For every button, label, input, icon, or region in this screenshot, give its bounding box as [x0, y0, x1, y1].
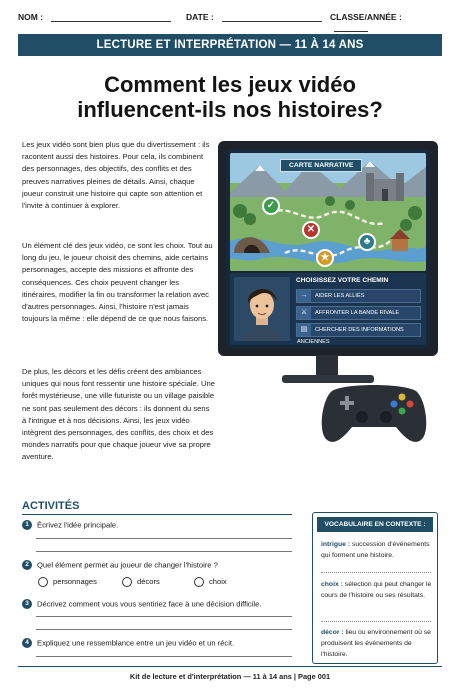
monitor-illustration: [218, 141, 438, 356]
answer-line[interactable]: [36, 629, 292, 630]
activities-divider: [22, 514, 292, 515]
question-text: Expliquez une ressemblance entre un jeu vidéo et un récit.: [37, 638, 235, 648]
choose-title: CHOISISSEZ VOTRE CHEMIN: [296, 277, 389, 284]
question-4: [22, 638, 292, 648]
option-help-allies[interactable]: [296, 289, 421, 303]
paragraph-1: Les jeux vidéo sont bien plus que du divertissement : ils racontent aussi des histoires. Pour cela, ils combinent des personnages, des objectifs, des conflits et des preuves narratives pleines de détails. Ainsi, chaque joueur construit une histoire qui capte son attention et l'invite à continuer à explorer.: [22, 140, 210, 211]
vocab-term: décor :: [321, 629, 344, 636]
question-1: [22, 520, 292, 530]
vocab-term: choix :: [321, 581, 343, 588]
footer-divider: [18, 666, 442, 667]
option-fight-rivals[interactable]: [296, 306, 421, 320]
choice-decors[interactable]: [122, 577, 160, 587]
question-text: Décrivez comment vous vous sentiriez face à une décision difficile.: [37, 599, 262, 609]
map-label: CARTE NARRATIVE: [280, 159, 362, 172]
radio-circle[interactable]: [122, 577, 132, 587]
answer-line[interactable]: [36, 656, 292, 657]
activities-title: ACTIVITÉS: [22, 500, 80, 512]
crossed-swords-icon: ✕: [302, 221, 320, 239]
page-title: [0, 72, 460, 122]
name-label: NOM :: [18, 12, 44, 22]
choice-panel: [230, 273, 426, 345]
narrative-map: [230, 153, 426, 271]
vocab-definition: lieu ou environnement où se produisent les événements de l'histoire.: [321, 629, 431, 658]
choice-choix[interactable]: [194, 577, 227, 587]
question-number: 3: [22, 599, 32, 609]
date-line[interactable]: [222, 13, 322, 22]
choice-group: [38, 577, 288, 589]
option-label: AFFRONTER LA BANDE RIVALE: [315, 310, 400, 316]
level-banner: LECTURE ET INTERPRÉTATION — 11 À 14 ANS: [18, 34, 442, 56]
radio-circle[interactable]: [194, 577, 204, 587]
question-text: Quel élément permet au joueur de changer l'histoire ?: [37, 560, 218, 570]
star-icon: ★: [316, 249, 334, 267]
choice-personnages[interactable]: [38, 577, 97, 587]
option-label: AIDER LES ALLIÉS: [315, 293, 365, 299]
option-search-info[interactable]: [296, 323, 421, 345]
vocab-divider: [321, 621, 431, 622]
answer-line[interactable]: [36, 616, 292, 617]
choice-label: choix: [209, 577, 227, 586]
check-icon: ✓: [262, 197, 280, 215]
vocab-entry: [321, 579, 433, 601]
option-label: CHERCHER DES INFORMATIONS ANCIENNES: [297, 327, 404, 345]
header-fields: [18, 12, 442, 28]
question-2: [22, 560, 292, 570]
choice-label: personnages: [53, 577, 97, 586]
paragraph-3: De plus, les décors et les défis créent des ambiances uniques qui nous font ressentir une histoire spéciale. Une forêt mystérieuse, une ville futuriste ou un village paisible ne sont pas seulement des décors : ils donnent du sens à l'intrigue et à nos décisions. Ainsi, les jeux vidéo intègrent des personnages, des conflits, des choix et des mondes narratifs pour que chaque joueur vive sa propre aventure.: [22, 367, 215, 462]
hero-portrait: [234, 277, 290, 341]
date-field[interactable]: [186, 12, 322, 22]
choice-label: décors: [137, 577, 160, 586]
tree-icon: ♣: [358, 233, 376, 251]
class-field[interactable]: [330, 12, 442, 32]
paragraph-2: Un élément clé des jeux vidéo, ce sont les choix. Tout au long du jeu, le joueur choisit des chemins, aide certains personnages, accepte des missions et affronte des conséquences. Ces choix peuvent changer les itinéraires, modifier la fin ou transformer la relation avec d'autres personnages. Ainsi, l'histoire n'est jamais toujours la même : elle dépend de ce que nous faisons.: [22, 241, 213, 324]
title-line-2: influencent-ils nos histoires?: [77, 97, 383, 122]
question-text: Écrivez l'idée principale.: [37, 520, 119, 530]
radio-circle[interactable]: [38, 577, 48, 587]
game-screen: [226, 149, 430, 348]
name-line[interactable]: [51, 13, 171, 22]
avatar: [234, 277, 290, 341]
vocabulary-box: [312, 512, 438, 664]
answer-line[interactable]: [36, 551, 292, 552]
class-label: CLASSE/ANNÉE :: [330, 12, 402, 22]
page-footer: Kit de lecture et d'interprétation — 11 à 14 ans | Page 001: [129, 672, 331, 681]
date-label: DATE :: [186, 12, 214, 22]
vocab-entry: [321, 627, 433, 660]
arrow-right-icon: →: [297, 290, 311, 302]
monitor-stand: [316, 355, 338, 377]
gamepad-icon: [318, 377, 430, 447]
vocab-entry: [321, 539, 433, 561]
question-3: [22, 599, 292, 609]
vocabulary-title: VOCABULAIRE EN CONTEXTE :: [317, 517, 433, 532]
question-number: 2: [22, 560, 32, 570]
answer-line[interactable]: [36, 538, 292, 539]
question-number: 4: [22, 638, 32, 648]
class-line[interactable]: [334, 23, 368, 32]
crossed-swords-icon: ⚔: [297, 307, 311, 319]
vocab-term: intrigue :: [321, 541, 351, 548]
name-field[interactable]: [18, 12, 171, 22]
vocab-divider: [321, 572, 431, 573]
vocab-definition: sélection qui peut changer le cours de l'histoire ou ses résultats.: [321, 581, 432, 599]
title-line-1: Comment les jeux vidéo: [104, 72, 356, 97]
question-number: 1: [22, 520, 32, 530]
vocab-definition: succession d'événements qui forment une histoire.: [321, 541, 430, 559]
book-icon: ▤: [297, 324, 311, 336]
